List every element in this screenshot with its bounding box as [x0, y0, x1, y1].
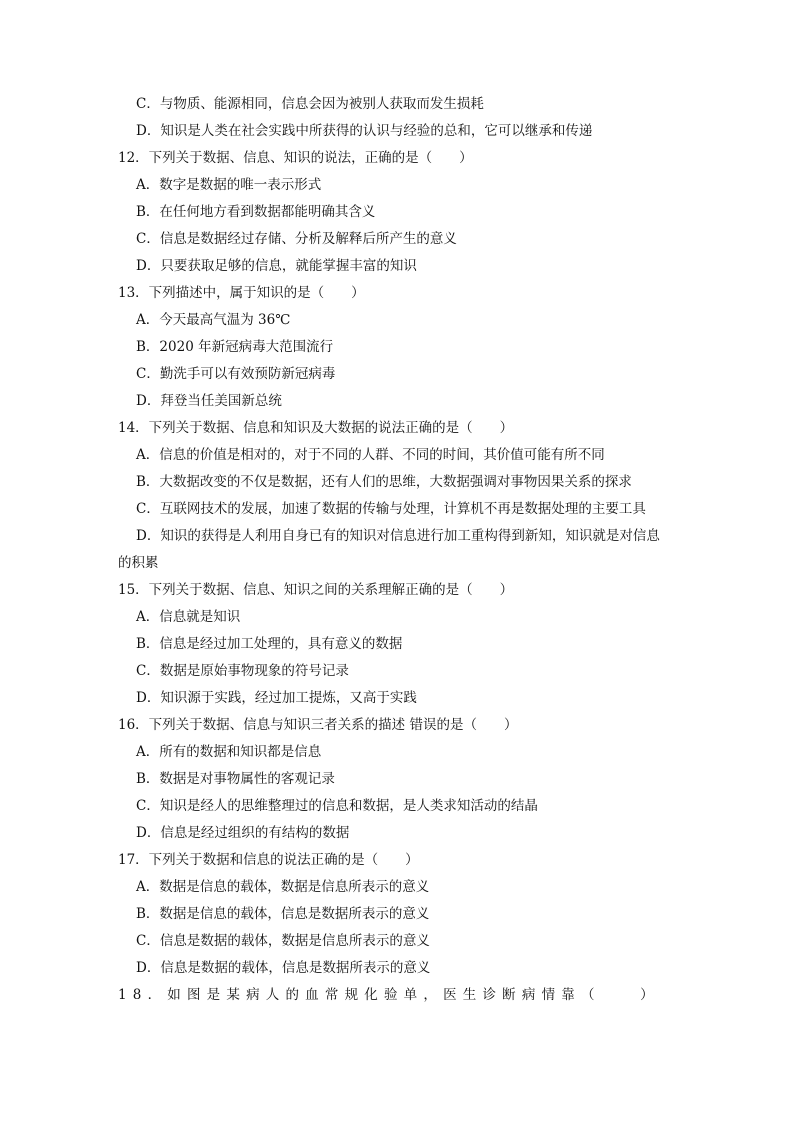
question-16-option-b: B．数据是对事物属性的客观记录 — [136, 771, 335, 787]
question-15-option-a: A．信息就是知识 — [136, 609, 241, 625]
question-12-option-b: B．在任何地方看到数据都能明确其含义 — [136, 204, 376, 220]
question-13-option-d: D．拜登当任美国新总统 — [136, 393, 282, 409]
question-16-stem: 16．下列关于数据、信息与知识三者关系的描述 错误的是（ ） — [118, 717, 518, 733]
question-17-option-c: C．信息是数据的载体，数据是信息所表示的意义 — [136, 933, 430, 949]
question-17-stem: 17．下列关于数据和信息的说法正确的是（ ） — [118, 852, 419, 868]
option-c-prev: C．与物质、能源相同，信息会因为被别人获取而发生损耗 — [136, 96, 484, 112]
question-17-option-a: A．数据是信息的载体，数据是信息所表示的意义 — [136, 879, 430, 895]
question-15-option-d: D．知识源于实践，经过加工提炼，又高于实践 — [136, 690, 417, 706]
question-13-stem: 13．下列描述中，属于知识的是（ ） — [118, 285, 365, 301]
question-12-option-d: D．只要获取足够的信息，就能掌握丰富的知识 — [136, 258, 417, 274]
option-d-prev: D．知识是人类在社会实践中所获得的认识与经验的总和，它可以继承和传递 — [136, 123, 593, 139]
question-16-option-c: C．知识是经人的思维整理过的信息和数据，是人类求知活动的结晶 — [136, 798, 538, 814]
question-14-stem: 14．下列关于数据、信息和知识及大数据的说法正确的是（ ） — [118, 420, 514, 436]
question-15-stem: 15．下列关于数据、信息、知识之间的关系理解正确的是（ ） — [118, 582, 514, 598]
question-14-option-b: B．大数据改变的不仅是数据，还有人们的思维，大数据强调对事物因果关系的探求 — [136, 474, 632, 490]
question-14-option-d-continuation: 的积累 — [118, 555, 159, 571]
question-12-option-a: A．数字是数据的唯一表示形式 — [136, 177, 322, 193]
question-14-option-a: A．信息的价值是相对的，对于不同的人群、不同的时间，其价值可能有所不同 — [136, 447, 605, 463]
question-18-stem: 18．如图是某病人的血常规化验单，医生诊断病情靠（ ） — [118, 987, 660, 1003]
question-13-option-a: A．今天最高气温为 36℃ — [136, 312, 291, 328]
question-12-option-c: C．信息是数据经过存储、分析及解释后所产生的意义 — [136, 231, 457, 247]
question-13-option-c: C．勤洗手可以有效预防新冠病毒 — [136, 366, 336, 382]
question-16-option-d: D．信息是经过组织的有结构的数据 — [136, 825, 350, 841]
question-17-option-d: D．信息是数据的载体，信息是数据所表示的意义 — [136, 960, 431, 976]
question-14-option-c: C．互联网技术的发展，加速了数据的传输与处理，计算机不再是数据处理的主要工具 — [136, 501, 646, 517]
question-12-stem: 12．下列关于数据、信息、知识的说法，正确的是（ ） — [118, 150, 473, 166]
question-17-option-b: B．数据是信息的载体，信息是数据所表示的意义 — [136, 906, 430, 922]
question-13-option-b: B．2020 年新冠病毒大范围流行 — [136, 339, 334, 355]
question-15-option-b: B．信息是经过加工处理的，具有意义的数据 — [136, 636, 403, 652]
question-16-option-a: A．所有的数据和知识都是信息 — [136, 744, 322, 760]
question-15-option-c: C．数据是原始事物现象的符号记录 — [136, 663, 349, 679]
question-14-option-d: D．知识的获得是人利用自身已有的知识对信息进行加工重构得到新知，知识就是对信息 — [136, 528, 660, 544]
